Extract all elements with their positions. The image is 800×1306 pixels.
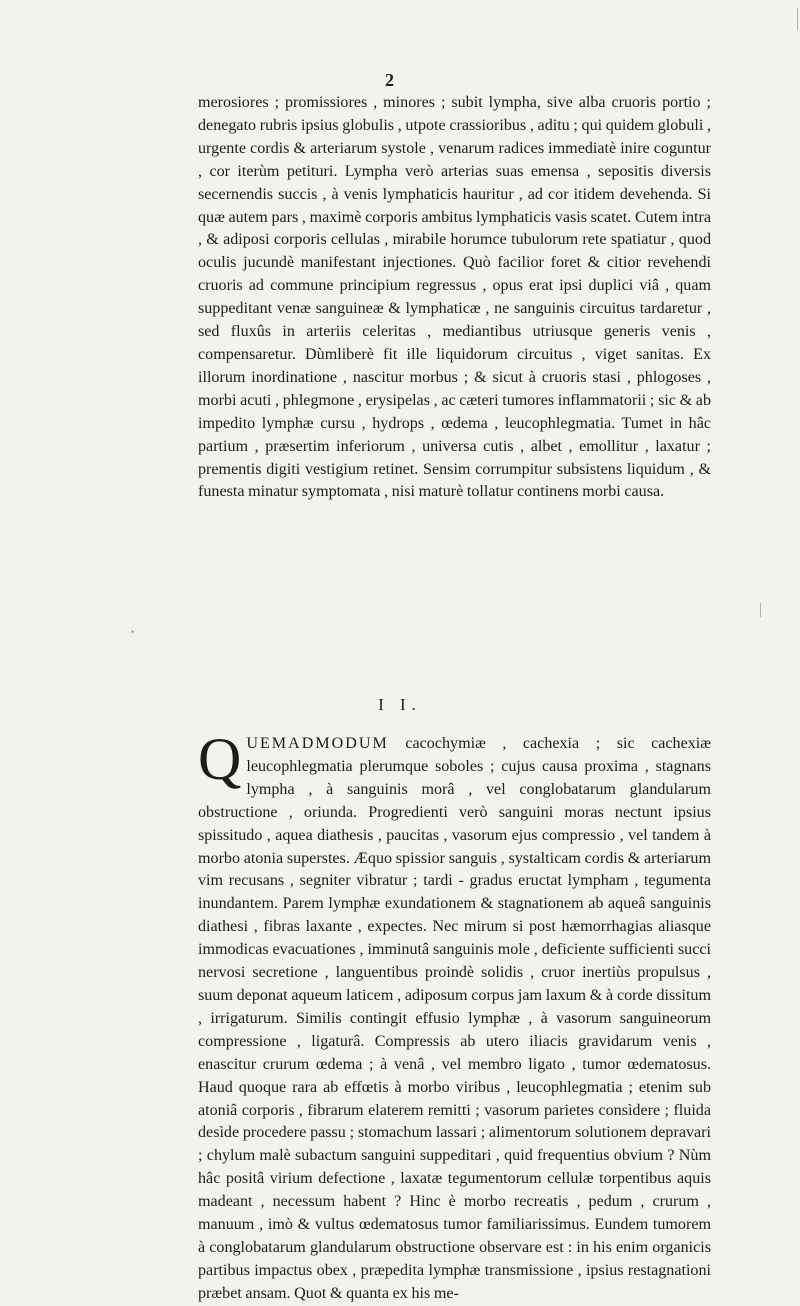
section-heading: I I.	[378, 695, 422, 714]
paragraph-1: merosiores ; promissiores , minores ; subit lympha, sive alba cruoris portio ; denegato rubris ipsius globulis , utpote crassioribus , aditu ; qui quidem globuli , urgente cordis & arteriarum systole , venarum radices immediatè inire coguntur , cor iterùm petituri. Lympha verò arterias suas emensa , sepositis diversis secernendis succis , à venis lymphaticis hauritur , ad cor itidem devehenda. Si quæ autem pars , maximè corporis ambitus lymphaticis vasis scatet. Cutem intra , & adiposi corporis cellulas , mirabile horumce tubulorum rete spatiatur , quod oculis jucundè manifestant injectiones. Quò facilior foret & citior revehendi cruoris ad commune principium regressus , opus erat ipsi duplici viâ , quam suppeditant venæ sanguineæ & lymphaticæ , ne sanguinis circuitus tardaretur , sed fluxûs in arteriis celeritas , mediantibus utriusque generis venis , compensaretur. Dùmliberè fit ille liquidorum circuitus , viget sanitas. Ex illorum inordinatione , nascitur morbus ; & sicut à cruoris stasi , phlogoses , morbi acuti , phlegmone , erysipelas , ac cæteri tumores inflammatorii ; sic & ab impedito lymphæ cursu , hydrops , œdema , leucophlegmatia. Tumet in hâc partium , præsertim inferiorum , universa cutis , albet , emollitur , laxatur ; prementis digiti vestigium retinet. Sensim corrumpitur subsistens liquidum , & funesta minatur symptomata , nisi maturè tollatur continens morbi causa.	[198, 94, 711, 501]
drop-cap: Q	[198, 726, 242, 792]
page-marker: 2	[385, 70, 394, 90]
paragraph-2-body: cacochymiæ , cachexia ; sic cachexiæ leucophlegmatia plerumque soboles ; cujus causa proxima , stagnans lympha , à sanguinis morâ , vel conglobatarum glandularum obstructione , oriunda. Progredienti verò sanguini moras nectunt ipsius spissitudo , aquea diathesis , paucitas , vasorum ejus compressio , vel tandem à morbo atonia superstes. Æquo spissior sanguis , systalticam cordis & arteriarum vim recusans , segniter vibratur ; tardi - gradus eructat lympham , tegumenta inundantem. Parem lymphæ exundationem & stagnationem ab aqueâ sanguinis diathesi , fibras laxante , expectes. Nec mirum si post hæmorrhagias aliasque immodicas evacuationes , imminutâ sanguinis mole , deficiente sufficienti succi nervosi secretione , languentibus proindè solidis , cruor inertiùs propulsus , suum deponat aqueum laticem , adiposum corpus jam laxum & à corde dissitum , irrigaturum. Similis contingit effusio lymphæ , à vasorum sanguineorum compressione , ligaturâ. Compressis ab utero iliacis gravidarum venis , enascitur crurum œdema ; à venâ , vel membro ligato , tumor œdematosus. Haud quoque rara ab effœtis à morbo viribus , leucophlegmatia ; etenim sub atoniâ corporis , fibrarum elaterem remitti ; vasorum parietes consìdere ; fluida desìde procedere passu ; stomachum lassari ; alimentorum solutionem depravari ; chylum malè subactum sanguini suppeditari , quid frequentius obvium ? Nùm hâc positâ virium defectione , laxatæ tegumentorum cellulæ torpentibus aquis madeant , necessum habent ? Hinc è morbo recreatis , pedum , crurum , manuum , imò & vultus œdematosus tumor familiarissimus. Eundem tumorem à conglobatarum glandularum obstructione observare est : in his enim organicis partibus impactus obex , præpedita lymphæ transmissione , ipsius restagnationi præbet ansam. Quot & quanta ex his me-	[198, 735, 711, 1302]
paragraph-2-opening: UEMADMODUM	[246, 735, 389, 752]
margin-speck: •	[131, 627, 135, 637]
page-edge-mark	[797, 8, 798, 30]
margin-tick	[760, 603, 761, 617]
paragraph-2	[198, 726, 711, 1306]
